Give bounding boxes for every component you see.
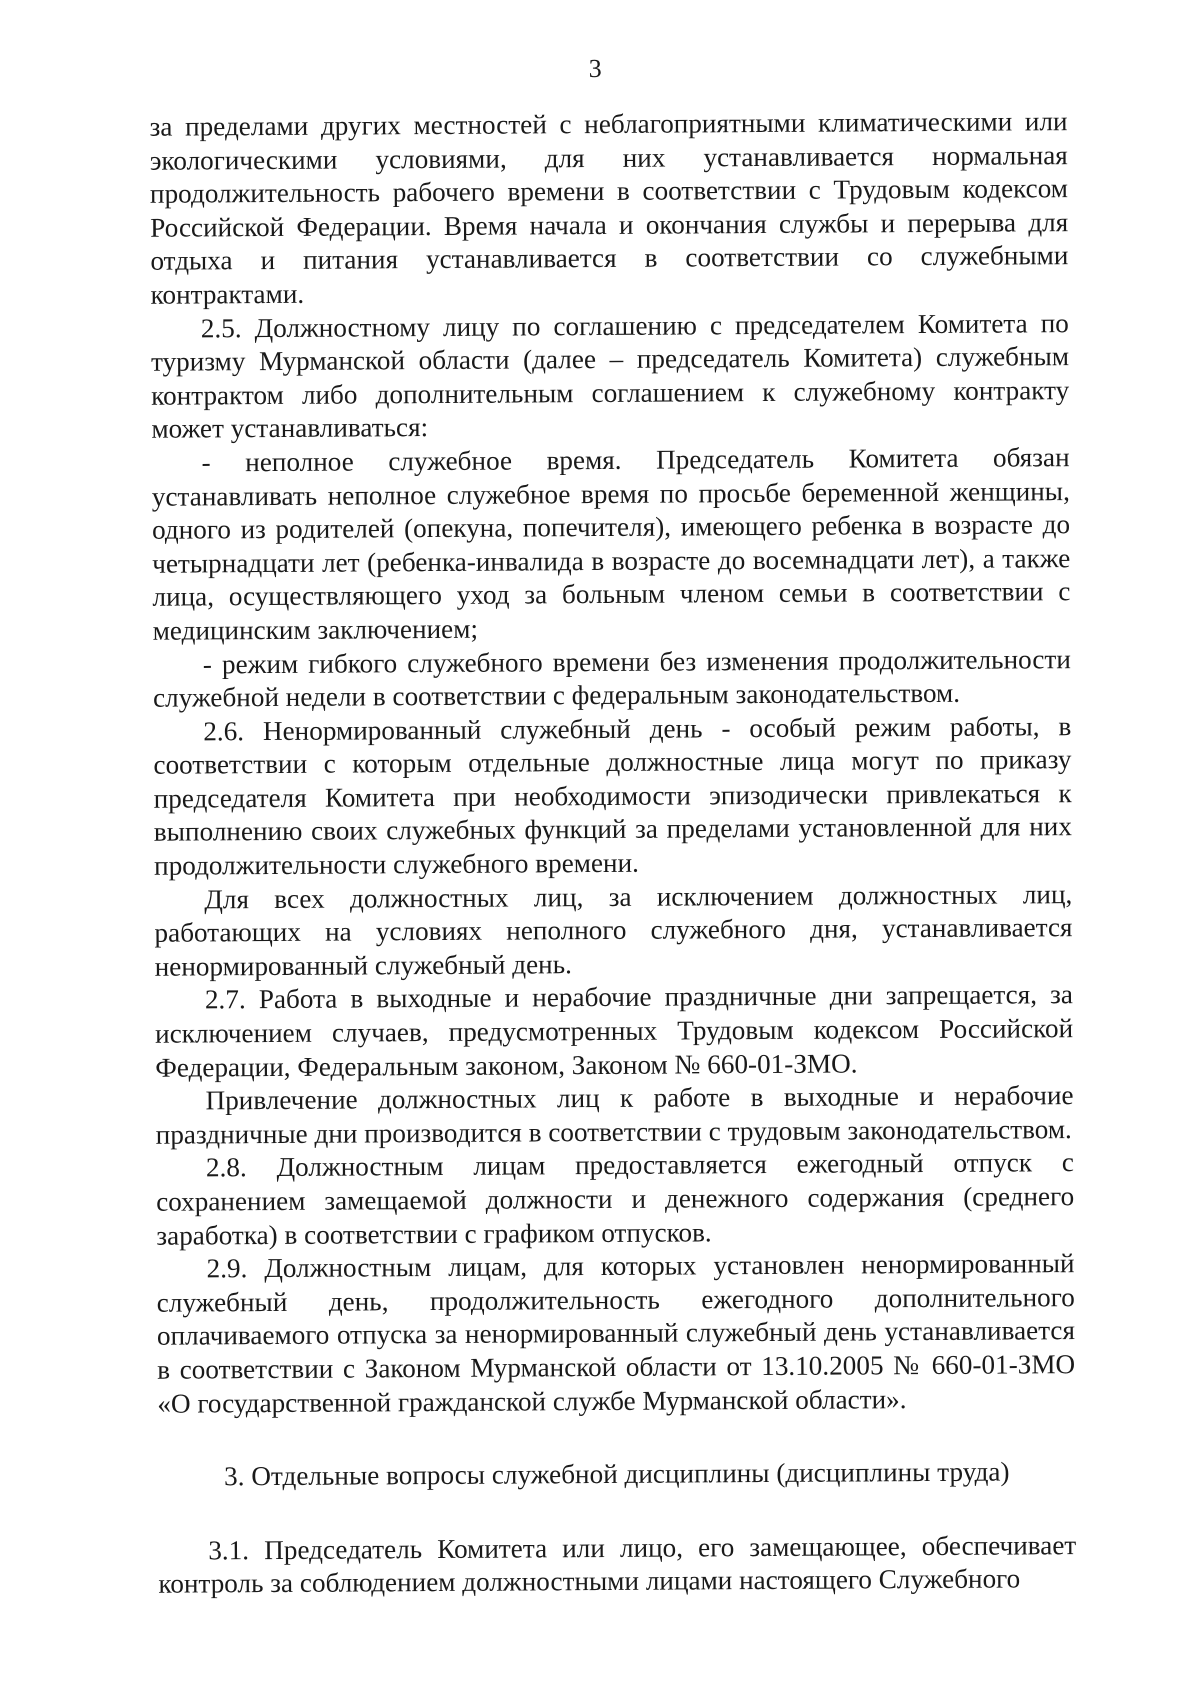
- paragraph-flexible-time: - режим гибкого служебного времени без изменения продолжительности служебной недели в соответствии с федеральным законодательством.: [152, 643, 1071, 713]
- paragraph-continuation: за пределами других местностей с неблагоприятными климатическими или экологическими условиями, для них устанавливается нормальная продолжительность рабочего времени в соответствии с Трудовым кодексом Российской Федерации. Время начала и окончания службы и перерыва для отдыха и питания устанавливается в соответствии со служебными контрактами.: [149, 106, 1069, 310]
- paragraph-irregular-day: Для всех должностных лиц, за исключением должностных лиц, работающих на условиях неполного служебного дня, устанавливается ненормированный служебный день.: [154, 878, 1073, 982]
- section-heading: 3. Отдельные вопросы служебной дисциплины (дисциплины труда): [224, 1456, 1010, 1492]
- paragraph-weekend-work: Привлечение должностных лиц к работе в выходные и нерабочие праздничные дни производится в соответствии с трудовым законодательством.: [155, 1080, 1074, 1150]
- paragraph-part-time: - неполное служебное время. Председатель Комитета обязан устанавливать неполное служебное время по просьбе беременной женщины, одного из родителей (опекуна, попечителя), имеющего ребенка в возрасте до четырнадцати лет (ребенка-инвалида в возрасте до восемнадцати лет), а также лица, осуществляющего уход за больным членом семьи в соответствии с медицинским заключением;: [151, 442, 1071, 646]
- paragraph-2-5: 2.5. Должностному лицу по соглашению с председателем Комитета по туризму Мурманской области (далее – председатель Комитета) служебным контрактом либо дополнительным соглашением к служебному контракту может устанавливаться:: [150, 307, 1070, 445]
- paragraph-2-9: 2.9. Должностным лицам, для которых установлен ненормированный служебный день, продолжительность ежегодного дополнительного оплачиваемого отпуска за ненормированный служебный день устанавливается в соответствии с Законом Мурманской области от 13.10.2005 № 660-01-ЗМО «О государственной гражданской службе Мурманской области».: [156, 1248, 1076, 1419]
- paragraph-2-8: 2.8. Должностным лицам предоставляется ежегодный отпуск с сохранением замещаемой должности и денежного содержания (среднего заработка) в соответствии с графиком отпусков.: [156, 1147, 1075, 1251]
- paragraph-3-1: 3.1. Председатель Комитета или лицо, его замещающее, обеспечивает контроль за соблюдением должностными лицами настоящего Служебного: [158, 1529, 1077, 1600]
- paragraph-2-6: 2.6. Ненормированный служебный день - особый режим работы, в соответствии с которым отдельные должностные лица могут по приказу председателя Комитета при необходимости эпизодически привлекаться к выполнению своих служебных функций за пределами установленной для них продолжительности служебного времени.: [153, 710, 1072, 881]
- paragraph-2-7: 2.7. Работа в выходные и нерабочие праздничные дни запрещается, за исключением случаев, предусмотренных Трудовым кодексом Российской Федерации, Федеральным законом, Законом № 660-01-ЗМО.: [155, 979, 1074, 1083]
- page-number: 3: [588, 53, 602, 84]
- document-body: [149, 105, 1076, 1602]
